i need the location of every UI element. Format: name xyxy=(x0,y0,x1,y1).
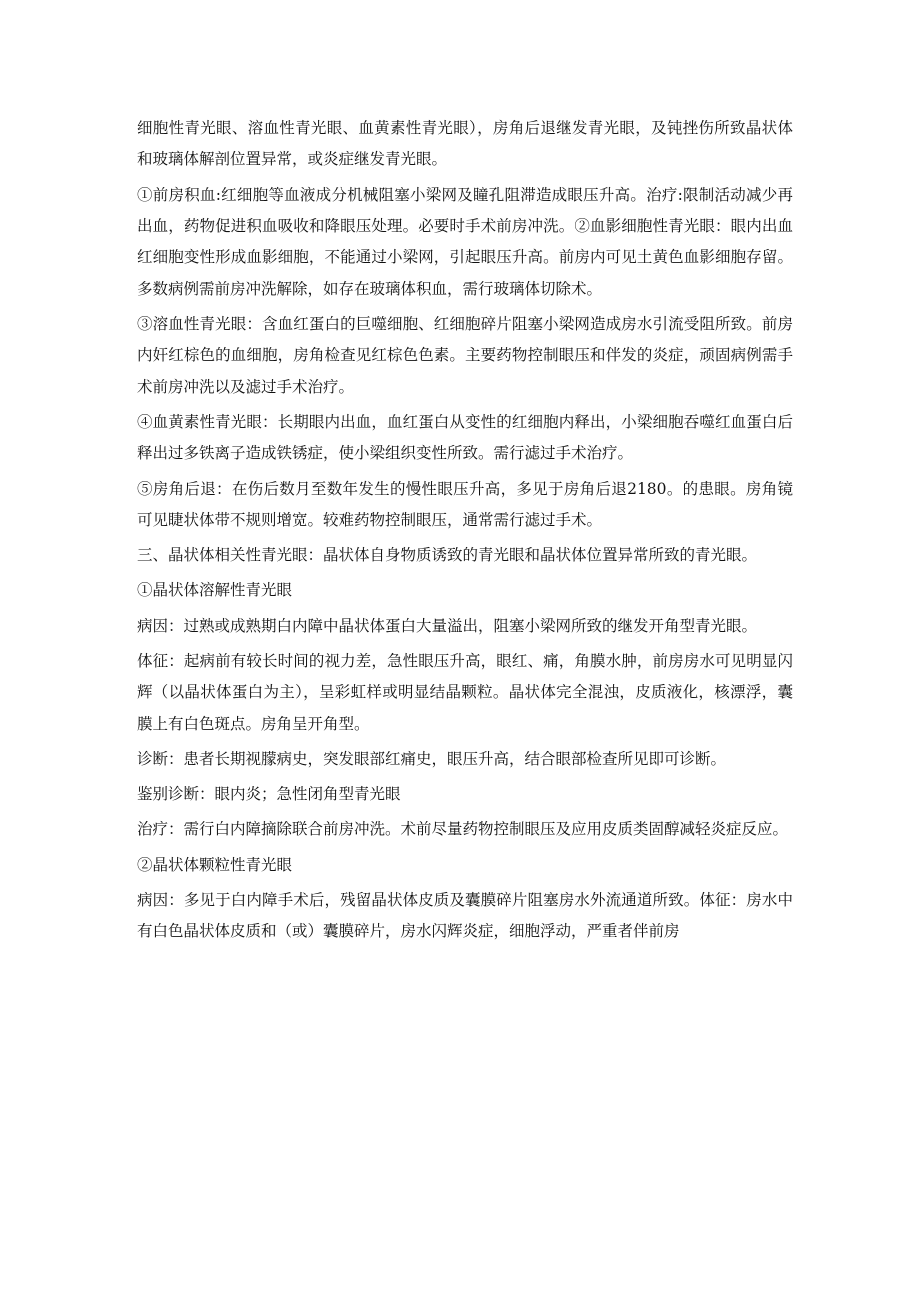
subheading-lens-particle-glaucoma: ②晶状体颗粒性青光眼 xyxy=(137,855,293,874)
paragraph-etiology: 病因：过熟或成熟期白内障中晶状体蛋白大量溢出，阻塞小梁网所致的继发开角型青光眼。 xyxy=(137,616,758,635)
paragraph-hemolytic-glaucoma: ③溶血性青光眼：含血红蛋白的巨噬细胞、红细胞碎片阻塞小梁网造成房水引流受阻所致。前房内奸红棕色的血细胞，房角检查见红棕色色素。主要药物控制眼压和伴发的炎症，顽固病例需手术前房冲洗以及滤过手术治疗。 xyxy=(137,315,793,396)
paragraph-etiology-signs: 病因：多见于白内障手术后，残留晶状体皮质及囊膜碎片阻塞房水外流通道所致。体征：房水中有白色晶状体皮质和（或）囊膜碎片，房水闪辉炎症，细胞浮动，严重者伴前房 xyxy=(137,890,793,941)
paragraph-differential-diagnosis: 鉴别诊断：眼内炎；急性闭角型青光眼 xyxy=(137,785,401,804)
paragraph-hyphema-ghost-cell: ①前房积血:红细胞等血液成分机械阻塞小梁网及瞳孔阻滞造成眼压升高。治疗:限制活动减少再出血，药物促进积血吸收和降眼压处理。必要时手术前房冲洗。②血影细胞性青光眼：眼内出血红细胞变性形成血影细胞，不能通过小梁网，引起眼压升高。前房内可见土黄色血影细胞存留。多数病例需前房冲洗解除，如存在玻璃体积血，需行玻璃体切除术。 xyxy=(137,185,793,298)
section-heading-lens-related-glaucoma: 三、晶状体相关性青光眼：晶状体自身物质诱致的青光眼和晶状体位置异常所致的青光眼。 xyxy=(137,546,758,565)
paragraph-angle-recession: ⑤房角后退：在伤后数月至数年发生的慢性眼压升高，多见于房角后退2180。的患眼。房角镜可见睫状体带不规则增宽。较难药物控制眼压，通常需行滤过手术。 xyxy=(137,479,793,530)
paragraph-signs: 体征：起病前有较长时间的视力差，急性眼压升高，眼红、痛，角膜水肿，前房房水可见明显闪辉（以晶状体蛋白为主），呈彩虹样或明显结晶颗粒。晶状体完全混浊，皮质液化，核漂浮，囊膜上有白色斑点。房角呈开角型。 xyxy=(137,651,793,733)
paragraph-diagnosis: 诊断：患者长期视朦病史，突发眼部红痛史，眼压升高，结合眼部检查所见即可诊断。 xyxy=(137,749,727,768)
subheading-phacolytic-glaucoma: ①晶状体溶解性青光眼 xyxy=(137,581,293,600)
paragraph-treatment: 治疗：需行白内障摘除联合前房冲洗。术前尽量药物控制眼压及应用皮质类固醇减轻炎症反应。 xyxy=(137,820,789,839)
paragraph-continuation-glaucoma-types: 细胞性青光眼、溶血性青光眼、血黄素性青光眼），房角后退继发青光眼，及钝挫伤所致晶状体和玻璃体解剖位置异常，或炎症继发青光眼。 xyxy=(137,119,793,169)
document-body xyxy=(137,113,793,951)
paragraph-hemosiderotic-glaucoma: ④血黄素性青光眼：长期眼内出血，血红蛋白从变性的红细胞内释出，小梁细胞吞噬红血蛋白后释出过多铁离子造成铁锈症，使小梁组织变性所致。需行滤过手术治疗。 xyxy=(137,413,793,463)
